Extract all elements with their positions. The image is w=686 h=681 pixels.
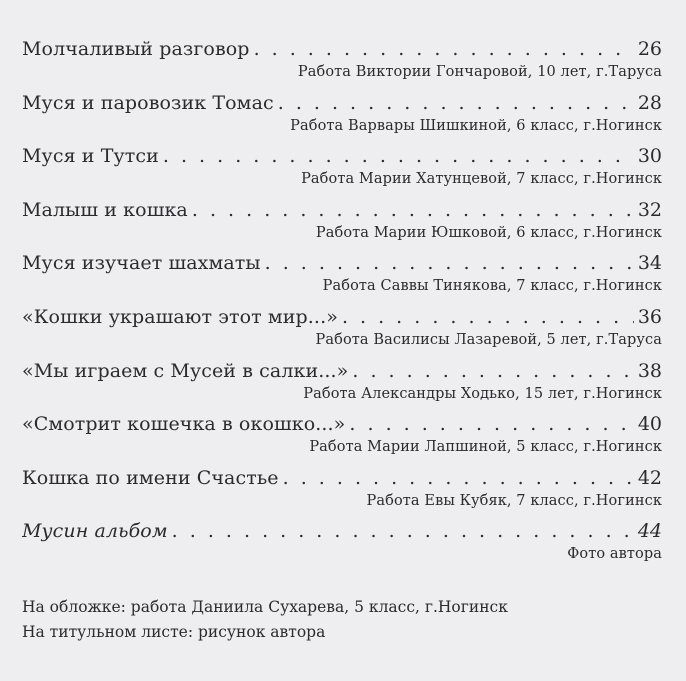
toc-entry-author: Работа Евы Кубяк, 7 класс, г.Ногинск [366,492,662,509]
toc-entry-title: Мусин альбом [22,520,168,543]
toc-entry-author: Работа Марии Лапшиной, 5 класс, г.Ногинск [309,439,662,456]
toc-entry-title: Муся и паровозик Томас [22,91,274,114]
toc-entry-photo-album[interactable] [22,519,662,573]
toc-entry-title-line [22,144,662,168]
toc-entry-author: Работа Василисы Лазаревой, 5 лет, г.Таруса [315,331,662,348]
toc-entry-title: Кошка по имени Счастье [22,466,279,489]
dot-leader [172,519,634,543]
toc-entry[interactable] [22,412,662,466]
toc-entry-page-number: 34 [637,252,662,275]
cover-credit: На обложке: работа Даниила Сухарева, 5 класс, г.Ногинск [22,598,508,616]
toc-entry[interactable] [22,359,662,413]
toc-entry-page-number: 32 [637,198,662,221]
toc-entry-title: «Кошки украшают этот мир...» [22,305,338,328]
toc-entry-author: Работа Варвары Шишкиной, 6 класс, г.Ногинск [290,117,662,134]
toc-entry-title-line [22,466,662,490]
toc-entry-title: Муся изучает шахматы [22,252,261,275]
toc-entry-title-line [22,412,662,436]
dot-leader [192,198,634,222]
title-page-credit: На титульном листе: рисунок автора [22,623,326,641]
toc-entry[interactable] [22,251,662,305]
toc-entry-title-line [22,251,662,275]
toc-entry[interactable] [22,37,662,91]
dot-leader [352,359,633,383]
toc-entry-title-line [22,519,662,543]
toc-entry-title: Молчаливый разговор [22,38,250,60]
dot-leader [278,91,634,115]
toc-list [22,37,662,573]
dot-leader [349,412,633,436]
toc-entry-page-number: 42 [637,466,662,489]
toc-entry-author: Работа Александры Ходько, 15 лет, г.Ногинск [303,385,662,402]
toc-entry-author: Работа Марии Юшковой, 6 класс, г.Ногинск [315,224,662,241]
toc-entry-title-line [22,305,662,329]
toc-entry-author: Работа Саввы Тинякова, 7 класс, г.Ногинск [322,278,662,295]
toc-entry-page-number: 26 [637,38,662,60]
toc-entry-page-number: 38 [637,359,662,382]
dot-leader [283,466,634,490]
toc-entry-title-line [22,359,662,383]
toc-entry-page-number: 44 [637,520,662,543]
dot-leader [254,37,634,61]
toc-entry[interactable] [22,91,662,145]
toc-entry[interactable] [22,305,662,359]
toc-entry-author: Фото автора [567,546,662,563]
toc-entry[interactable] [22,466,662,520]
toc-entry-title: «Мы играем с Мусей в салки...» [22,359,349,382]
toc-entry-title-line [22,91,662,115]
toc-entry-title: «Смотрит кошечка в окошко...» [22,413,346,436]
toc-entry-page-number: 36 [637,305,662,328]
dot-leader [163,144,634,168]
credits-notes [22,595,662,645]
toc-entry-title-line [22,37,662,61]
toc-entry[interactable] [22,144,662,198]
toc-entry-author: Работа Марии Хатунцевой, 7 класс, г.Ногинск [301,171,662,188]
toc-entry-title: Малыш и кошка [22,198,188,221]
toc-entry[interactable] [22,198,662,252]
dot-leader [265,251,634,275]
toc-entry-title-line [22,198,662,222]
toc-entry-page-number: 28 [637,91,662,114]
toc-entry-page-number: 40 [637,413,662,436]
toc-entry-title: Муся и Тутси [22,145,159,168]
dot-leader [342,305,634,329]
toc-entry-page-number: 30 [637,145,662,168]
toc-entry-author: Работа Виктории Гончаровой, 10 лет, г.Таруса [297,64,662,80]
